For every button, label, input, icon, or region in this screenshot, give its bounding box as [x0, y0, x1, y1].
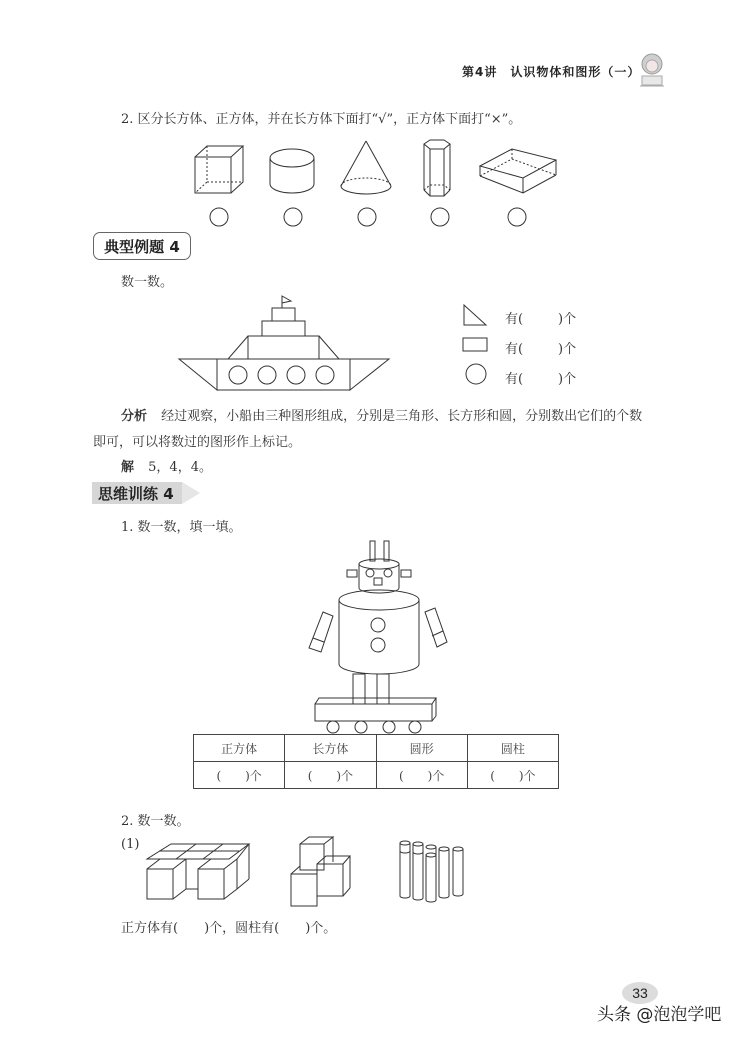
cuboid-figure: [479, 148, 557, 194]
legend-circle-suffix: )个: [558, 372, 577, 387]
robot-figure: [305, 540, 455, 730]
question-2-text: 2. 区分长方体、正方体，并在长方体下面打“√”，正方体下面打“×”。: [121, 112, 522, 127]
cube-group-1-figure: [146, 843, 252, 901]
training-q2-text: 2. 数一数。: [121, 814, 190, 829]
table-header-cuboid: 长方体: [285, 735, 376, 762]
training-tag: 思维训练 4: [92, 482, 182, 504]
table-cell-cuboid-count[interactable]: ( )个: [285, 762, 376, 789]
solution-text: 5，4，4。: [148, 460, 212, 475]
training-q2-sub: (1): [121, 837, 140, 852]
page-number: 33: [622, 982, 658, 1004]
table-header-circle: 圆形: [376, 735, 467, 762]
legend-triangle-prefix: 有(: [505, 312, 524, 327]
legend-circle-prefix: 有(: [505, 372, 524, 387]
girl-reading-icon: [636, 52, 668, 88]
circle-count-blank[interactable]: [529, 366, 555, 384]
legend-triangle-suffix: )个: [558, 312, 577, 327]
table-header-cube: 正方体: [194, 735, 285, 762]
analysis-text: 经过观察，小船由三种图形组成，分别是三角形、长方形和圆，分别数出它们的个数: [161, 409, 643, 424]
table-header-cylinder: 圆柱: [467, 735, 558, 762]
analysis-line-1: [121, 405, 642, 424]
answer-circle-3[interactable]: [357, 207, 377, 227]
analysis-label: 分析: [121, 409, 148, 424]
training-q1-text: 1. 数一数，填一填。: [121, 520, 242, 535]
hexagonal-prism-figure: [422, 140, 452, 198]
legend-rectangle-suffix: )个: [558, 342, 577, 357]
cylinders-figure: [399, 840, 467, 902]
cube-group-2-figure: [290, 836, 362, 908]
ship-figure: [178, 294, 393, 394]
answer-circle-5[interactable]: [507, 207, 527, 227]
rectangle-icon: [462, 337, 488, 352]
cone-figure: [340, 140, 392, 196]
table-header-row: [194, 735, 559, 762]
solution-line: [121, 456, 212, 475]
table-cell-cylinder-count[interactable]: ( )个: [467, 762, 558, 789]
chapter-title: 第4讲 认识物体和图形（一）: [462, 65, 641, 79]
example-prompt: 数一数。: [121, 275, 174, 290]
count-table: [193, 734, 559, 789]
answer-circle-2[interactable]: [283, 207, 303, 227]
rectangle-count-blank[interactable]: [529, 336, 555, 354]
training-q2-answer: 正方体有( )个，圆柱有( )个。: [121, 921, 337, 936]
table-answer-row: [194, 762, 559, 789]
answer-circle-4[interactable]: [430, 207, 450, 227]
solution-label: 解: [121, 460, 135, 475]
example-tag: 典型例题 4: [93, 232, 191, 260]
triangle-icon: [463, 304, 487, 326]
triangle-count-blank[interactable]: [529, 306, 555, 324]
table-cell-circle-count[interactable]: ( )个: [376, 762, 467, 789]
analysis-line-2: 即可，可以将数过的图形作上标记。: [93, 435, 302, 450]
training-tag-arrow: [182, 482, 200, 504]
cylinder-figure: [269, 148, 315, 194]
legend-rectangle-prefix: 有(: [505, 342, 524, 357]
circle-icon: [465, 363, 487, 385]
table-cell-cube-count[interactable]: ( )个: [194, 762, 285, 789]
cube-figure: [194, 145, 244, 195]
answer-circle-1[interactable]: [209, 207, 229, 227]
watermark: 头条 @泡泡学吧: [597, 1005, 722, 1025]
